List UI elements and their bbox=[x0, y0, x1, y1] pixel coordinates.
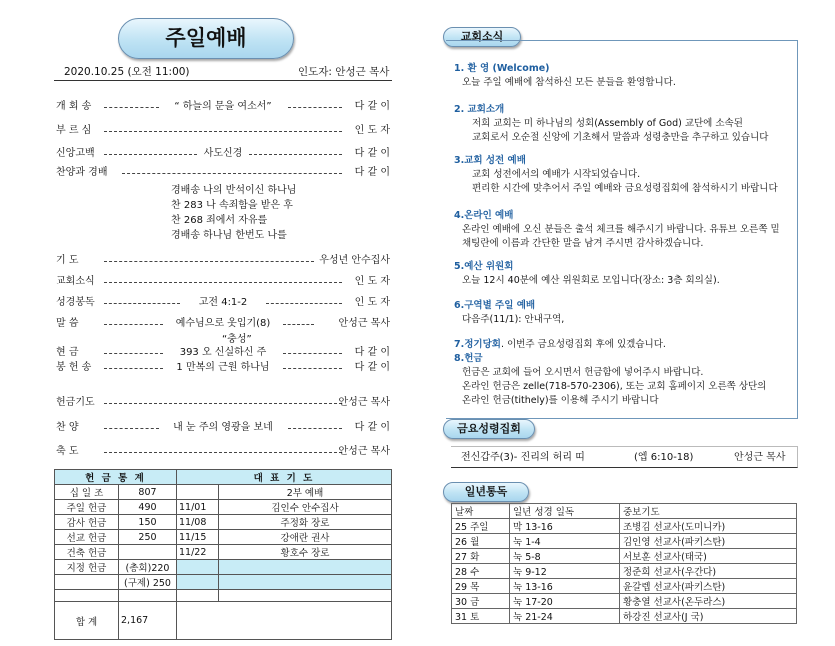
news-heading: 6.구역별 주일 예배 bbox=[454, 300, 536, 311]
prayer-date: 11/15 bbox=[177, 530, 219, 545]
news-item bbox=[454, 352, 766, 408]
order-item bbox=[56, 296, 390, 310]
order-item bbox=[56, 421, 390, 435]
order-item bbox=[56, 445, 390, 459]
table-row bbox=[452, 579, 797, 594]
news-heading: 7.정기당회 bbox=[454, 339, 501, 350]
leader-dots bbox=[122, 173, 342, 174]
news-text: 온라인 헌금은 zelle(718-570-2306), 또는 교회 홈페이지 오른쪽 상단의 bbox=[462, 381, 767, 392]
leader-dots bbox=[104, 261, 314, 262]
service-datetime: 2020.10.25 (오전 11:00) bbox=[64, 66, 190, 78]
prayer-date: 11/22 bbox=[177, 545, 219, 560]
prayer-person bbox=[219, 560, 392, 575]
offering-amount: 807 bbox=[119, 485, 177, 500]
news-item bbox=[454, 338, 666, 352]
order-leader: 인 도 자 bbox=[354, 276, 390, 287]
sermon-subtitle: “충성” bbox=[222, 334, 252, 345]
news-item bbox=[454, 260, 720, 288]
order-detail: “ 하늘의 문을 여소서” bbox=[174, 101, 272, 112]
order-leader: 다 같 이 bbox=[354, 422, 390, 433]
news-text: 교회로서 오순절 신앙에 기초해서 말씀과 성령충만을 추구하고 있습니다 bbox=[472, 132, 769, 143]
offering-amount: (구제) 250 bbox=[119, 575, 177, 590]
reading-header: 일년통독 bbox=[443, 482, 529, 502]
news-text: 저희 교회는 미 하나님의 성회(Assembly of God) 교단에 소속된 bbox=[472, 118, 743, 129]
order-label: 찬 양 bbox=[56, 422, 79, 433]
order-label: 개 회 송 bbox=[56, 101, 92, 112]
table-row bbox=[452, 594, 797, 609]
prayer-person: 주정화 장로 bbox=[219, 515, 392, 530]
order-label: 봉 헌 송 bbox=[56, 362, 92, 373]
news-item bbox=[454, 62, 676, 90]
table-row bbox=[55, 485, 392, 500]
table-row bbox=[55, 515, 392, 530]
reading-passage: 눅 9-12 bbox=[510, 564, 620, 579]
offering-amount: (총회)220 bbox=[119, 560, 177, 575]
news-item bbox=[454, 154, 778, 196]
order-label: 축 도 bbox=[56, 446, 79, 457]
friday-speaker: 안성근 목사 bbox=[734, 452, 786, 463]
order-leader: 인 도 자 bbox=[354, 297, 390, 308]
order-detail: 393 오 신실하신 주 bbox=[179, 347, 267, 358]
prayer-person bbox=[219, 575, 392, 590]
offering-total: 2,167 bbox=[119, 602, 177, 640]
offering-name: 지정 헌금 bbox=[55, 560, 119, 575]
reading-passage: 눅 5-8 bbox=[510, 549, 620, 564]
news-text: 헌금은 교회에 들어 오시면서 헌금함에 넣어주시 바랍니다. bbox=[462, 367, 704, 378]
table-row bbox=[55, 500, 392, 515]
col-reading: 일년 성경 일독 bbox=[510, 504, 620, 519]
order-detail: 내 눈 주의 영광을 보네 bbox=[173, 422, 273, 433]
prayer-person: 김인수 안수집사 bbox=[219, 500, 392, 515]
table-row bbox=[452, 534, 797, 549]
news-text: 오늘 주일 예배에 참석하신 모든 분들을 환영합니다. bbox=[462, 77, 676, 88]
offering-amount: 490 bbox=[119, 500, 177, 515]
order-detail: 1 만복의 근원 하나님 bbox=[176, 362, 270, 373]
prayer-date: 11/01 bbox=[177, 500, 219, 515]
order-leader: 우성년 안수집사 bbox=[319, 255, 390, 266]
order-leader: 다 같 이 bbox=[354, 167, 390, 178]
table-row bbox=[55, 575, 392, 590]
reading-date: 30 금 bbox=[452, 594, 510, 609]
order-item bbox=[56, 166, 390, 180]
order-label: 신앙고백 bbox=[56, 148, 95, 159]
friday-header: 금요성령집회 bbox=[443, 419, 535, 439]
reading-passage: 막 13-16 bbox=[510, 519, 620, 534]
order-leader: 다 같 이 bbox=[354, 362, 390, 373]
news-text: 편리한 시간에 맞추어서 주일 예배와 금요성령집회에 참석하시기 바랍니다 bbox=[472, 183, 778, 194]
offering-name: 십 일 조 bbox=[55, 485, 119, 500]
reading-date: 26 월 bbox=[452, 534, 510, 549]
offering-name bbox=[55, 575, 119, 590]
leader-dots bbox=[104, 131, 342, 132]
prayer-date: 11/08 bbox=[177, 515, 219, 530]
order-detail: 고전 4:1-2 bbox=[198, 297, 248, 308]
order-leader: 안성근 목사 bbox=[338, 397, 390, 408]
friday-sermon bbox=[451, 446, 798, 468]
prayer-date bbox=[177, 485, 219, 500]
order-leader: 다 같 이 bbox=[354, 347, 390, 358]
order-item bbox=[56, 147, 390, 161]
reading-passage: 눅 17-20 bbox=[510, 594, 620, 609]
table-row bbox=[55, 545, 392, 560]
order-label: 헌금기도 bbox=[56, 397, 95, 408]
order-label: 현 금 bbox=[56, 347, 79, 358]
leader-dots bbox=[104, 403, 342, 404]
offering-total-label: 합 계 bbox=[55, 602, 119, 640]
order-leader: 인 도 자 bbox=[354, 125, 390, 136]
news-text: 오늘 12시 40분에 예산 위원회로 모입니다(장소: 3층 회의실). bbox=[462, 275, 720, 286]
reading-missionary: 황충열 선교사(온두라스) bbox=[620, 594, 797, 609]
reading-missionary: 서보훈 선교사(태국) bbox=[620, 549, 797, 564]
reading-date: 28 수 bbox=[452, 564, 510, 579]
order-item bbox=[56, 346, 390, 360]
reading-missionary: 하강진 선교사(J 국) bbox=[620, 609, 797, 624]
prayer-person: 2부 예배 bbox=[219, 485, 392, 500]
news-text: 온라인 헌금(tithely)를 이용해 주시기 바랍니다 bbox=[462, 395, 659, 406]
offering-header: 헌 금 통 계 bbox=[55, 470, 177, 485]
offering-amount bbox=[119, 545, 177, 560]
hymn-item: 찬 268 죄에서 자유를 bbox=[171, 215, 268, 226]
order-leader: 안성근 목사 bbox=[338, 446, 390, 457]
order-label: 부 르 심 bbox=[56, 125, 92, 136]
news-text: . 이번주 금요성령집회 후에 있겠습니다. bbox=[500, 339, 666, 350]
news-heading: 5.예산 위원회 bbox=[454, 261, 514, 272]
prayer-date bbox=[177, 575, 219, 590]
table-row bbox=[452, 519, 797, 534]
order-label: 성경봉독 bbox=[56, 297, 95, 308]
reading-passage: 눅 21-24 bbox=[510, 609, 620, 624]
reading-missionary: 김인영 선교사(파키스탄) bbox=[620, 534, 797, 549]
news-heading: 1. 환 영 (Welcome) bbox=[454, 63, 550, 74]
order-item bbox=[56, 124, 390, 138]
order-item bbox=[56, 275, 390, 289]
news-text: 다음주(11/1): 안내구역, bbox=[462, 314, 565, 325]
offering-amount: 150 bbox=[119, 515, 177, 530]
table-row bbox=[55, 590, 392, 602]
news-heading: 2. 교회소개 bbox=[454, 104, 505, 115]
table-row bbox=[452, 549, 797, 564]
news-heading: 3.교회 성전 예배 bbox=[454, 155, 526, 166]
hymn-item: 찬 283 나 속죄함을 받은 후 bbox=[171, 200, 293, 211]
prayer-header: 대 표 기 도 bbox=[177, 470, 392, 485]
news-text: 교회 성전에서의 예배가 시작되었습니다. bbox=[472, 169, 641, 180]
order-label: 찬양과 경배 bbox=[56, 167, 108, 178]
table-row bbox=[452, 609, 797, 624]
service-leader: 인도자: 안성근 목사 bbox=[298, 66, 390, 78]
reading-missionary: 윤갈렙 선교사(파키스탄) bbox=[620, 579, 797, 594]
leader-dots bbox=[104, 282, 342, 283]
news-heading: 8.헌금 bbox=[454, 353, 483, 364]
order-leader: 다 같 이 bbox=[354, 148, 390, 159]
leader-dots bbox=[104, 452, 342, 453]
order-label: 기 도 bbox=[56, 255, 79, 266]
reading-date: 25 주일 bbox=[452, 519, 510, 534]
news-text: 온라인 예배에 오신 분들은 출석 체크를 해주시기 바랍니다. 유튜브 오른쪽 밑 bbox=[462, 224, 780, 235]
offering-name: 건축 헌금 bbox=[55, 545, 119, 560]
reading-date: 31 토 bbox=[452, 609, 510, 624]
offering-amount: 250 bbox=[119, 530, 177, 545]
reading-passage: 눅 1-4 bbox=[510, 534, 620, 549]
news-item bbox=[454, 103, 768, 145]
reading-date: 27 화 bbox=[452, 549, 510, 564]
friday-title: 전신갑주(3)- 진리의 허리 띠 bbox=[461, 452, 585, 463]
reading-passage: 눅 13-16 bbox=[510, 579, 620, 594]
order-item bbox=[56, 254, 390, 268]
friday-ref: (엡 6:10-18) bbox=[634, 452, 694, 463]
order-detail: 사도신경 bbox=[203, 148, 243, 159]
order-leader: 다 같 이 bbox=[354, 101, 390, 112]
offering-name: 주일 헌금 bbox=[55, 500, 119, 515]
prayer-person: 강애란 권사 bbox=[219, 530, 392, 545]
reading-table bbox=[451, 503, 797, 624]
hymn-item: 경배송 나의 반석이신 하나님 bbox=[171, 185, 297, 196]
col-date: 날짜 bbox=[452, 504, 510, 519]
hymn-item: 경배송 하나님 한번도 나를 bbox=[171, 230, 287, 241]
order-label: 말 씀 bbox=[56, 318, 79, 329]
news-item bbox=[454, 209, 780, 251]
news-header: 교회소식 bbox=[443, 27, 521, 47]
news-heading: 4.온라인 예배 bbox=[454, 210, 514, 221]
header-divider bbox=[54, 80, 392, 81]
order-leader: 안성근 목사 bbox=[338, 318, 390, 329]
order-label: 교회소식 bbox=[56, 276, 95, 287]
prayer-date bbox=[177, 560, 219, 575]
prayer-person: 황호수 장로 bbox=[219, 545, 392, 560]
order-item bbox=[56, 100, 390, 114]
offering-name: 감사 헌금 bbox=[55, 515, 119, 530]
order-item bbox=[56, 361, 390, 375]
reading-date: 29 목 bbox=[452, 579, 510, 594]
order-item bbox=[56, 317, 390, 331]
table-row bbox=[452, 564, 797, 579]
reading-missionary: 정준희 선교사(우간다) bbox=[620, 564, 797, 579]
offering-table bbox=[54, 469, 392, 640]
offering-name: 선교 헌금 bbox=[55, 530, 119, 545]
order-detail: 예수님으로 옷입기(8) bbox=[175, 318, 271, 329]
table-row bbox=[55, 560, 392, 575]
news-text: 채팅란에 이름과 간단한 말을 남겨 주시면 감사하겠습니다. bbox=[462, 238, 704, 249]
order-item bbox=[56, 396, 390, 410]
col-prayer: 중보기도 bbox=[620, 504, 797, 519]
service-title: 주일예배 bbox=[118, 18, 294, 59]
reading-missionary: 조병김 선교사(도미니카) bbox=[620, 519, 797, 534]
news-item bbox=[454, 299, 564, 327]
table-row bbox=[55, 530, 392, 545]
